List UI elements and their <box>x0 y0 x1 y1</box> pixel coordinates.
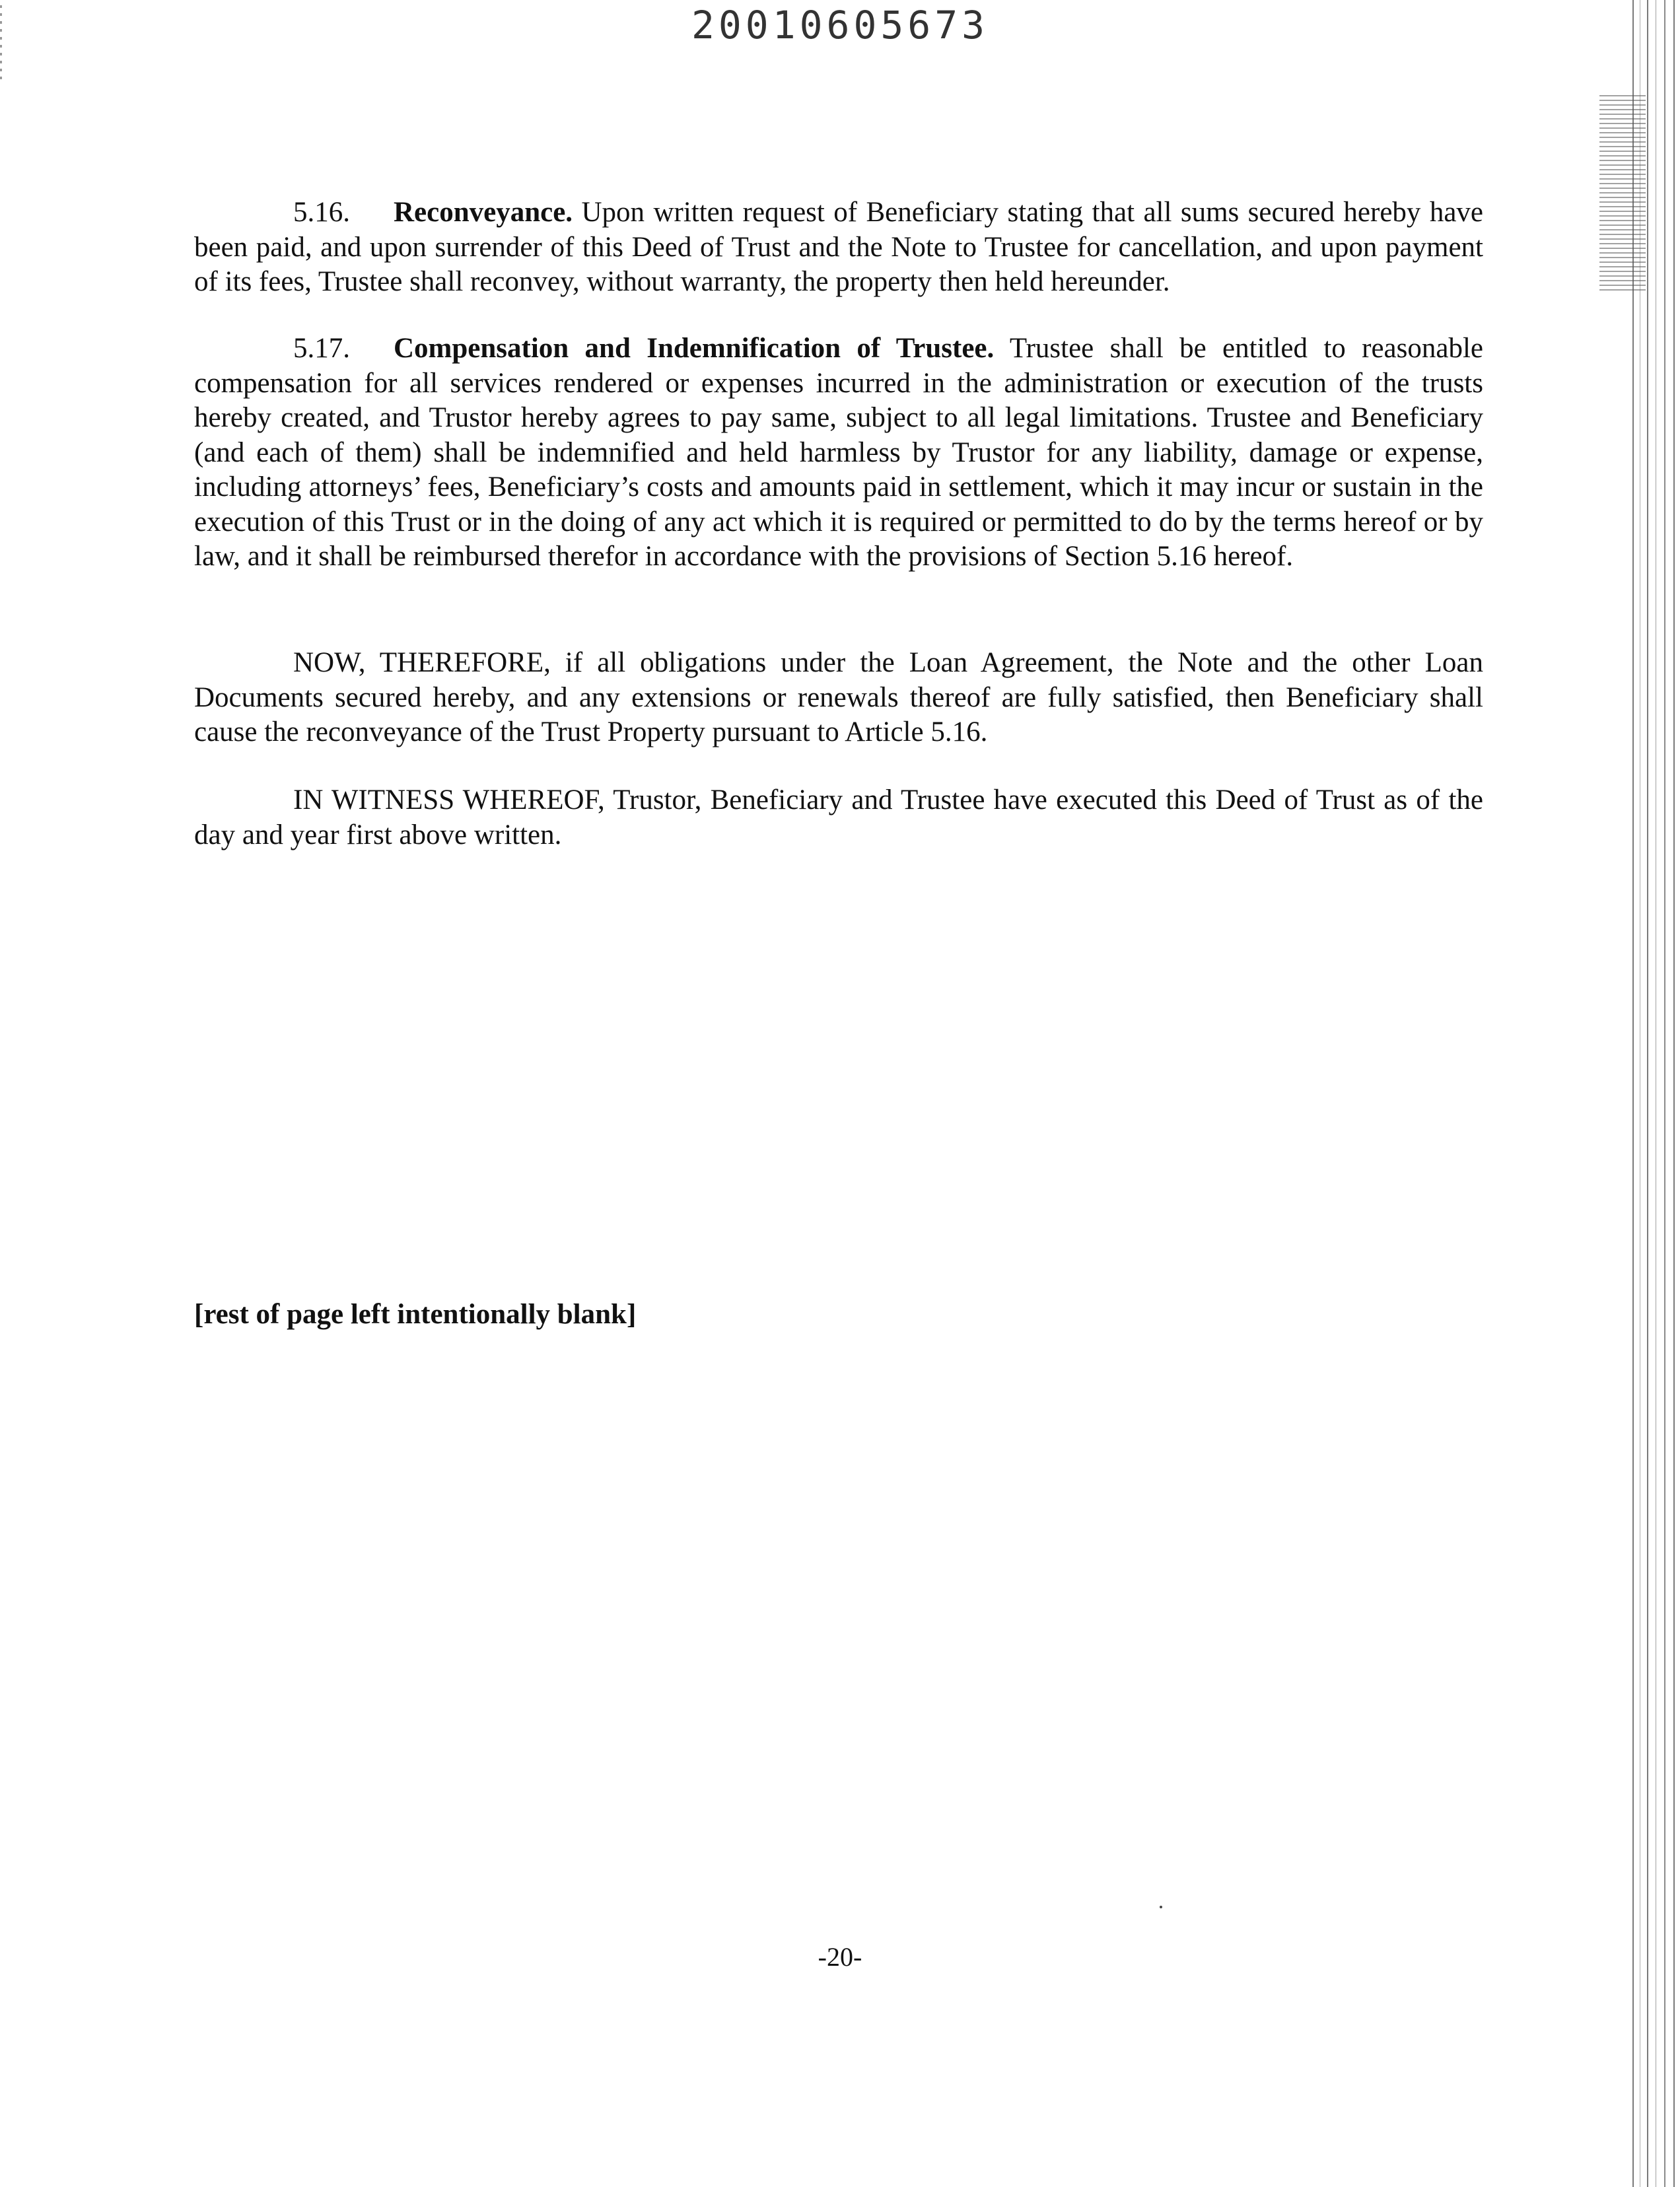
scan-right-edge-artifact <box>1601 0 1680 2187</box>
in-witness-paragraph <box>194 783 1483 852</box>
scan-line <box>1632 0 1634 2187</box>
section-5-16 <box>194 195 1483 300</box>
scan-speck <box>1160 1906 1162 1908</box>
section-heading: Compensation and Indemnification of Trustee. <box>394 333 995 364</box>
paragraph-text: IN WITNESS WHEREOF, Trustor, Beneficiary and Trustee have executed this Deed of Trust as of the day and year first above written. <box>194 784 1483 850</box>
section-number: 5.17. <box>293 333 350 364</box>
scan-line <box>1647 0 1648 2187</box>
now-therefore-paragraph <box>194 646 1483 750</box>
section-5-17 <box>194 331 1483 574</box>
document-number: 20010605673 <box>691 3 989 48</box>
blank-page-note: [rest of page left intentionally blank] <box>194 1299 637 1330</box>
scan-noise <box>1599 92 1646 291</box>
section-heading: Reconveyance. <box>394 197 573 228</box>
scan-line <box>1664 0 1665 2187</box>
scan-line <box>1673 0 1675 2187</box>
section-text: Trustee shall be entitled to reasonable compensation for all services rendered or expenses incurred in the administration or execution of the trusts hereby created, and Trustor hereby agrees to pay same, subject to all legal limitations. Trustee and Beneficiary (and each of them) shall be indemnified and held harmless by Trustor for any liability, damage or expense, including attorneys’ fees, Beneficiary’s costs and amounts paid in settlement, which it may incur or sustain in the execution of this Trust or in the doing of any act which it is required or permitted to do by the terms hereof or by law, and it shall be reimbursed therefor in accordance with the provisions of Section 5.16 hereof. <box>194 333 1483 572</box>
section-number: 5.16. <box>293 197 350 228</box>
section-text: Upon written request of Beneficiary stating that all sums secured hereby have been paid, and upon surrender of this Deed of Trust and the Note to Trustee for cancellation, and upon payment of its fees, Trustee shall reconvey, without warranty, the property then held hereunder. <box>194 197 1483 297</box>
page-number: -20- <box>818 1942 862 1972</box>
paragraph-text: NOW, THEREFORE, if all obligations under the Loan Agreement, the Note and the other Loan Documents secured hereby, and any extensions or renewals thereof are fully satisfied, then Beneficiary shall cause the reconveyance of the Trust Property pursuant to Article 5.16. <box>194 647 1483 747</box>
